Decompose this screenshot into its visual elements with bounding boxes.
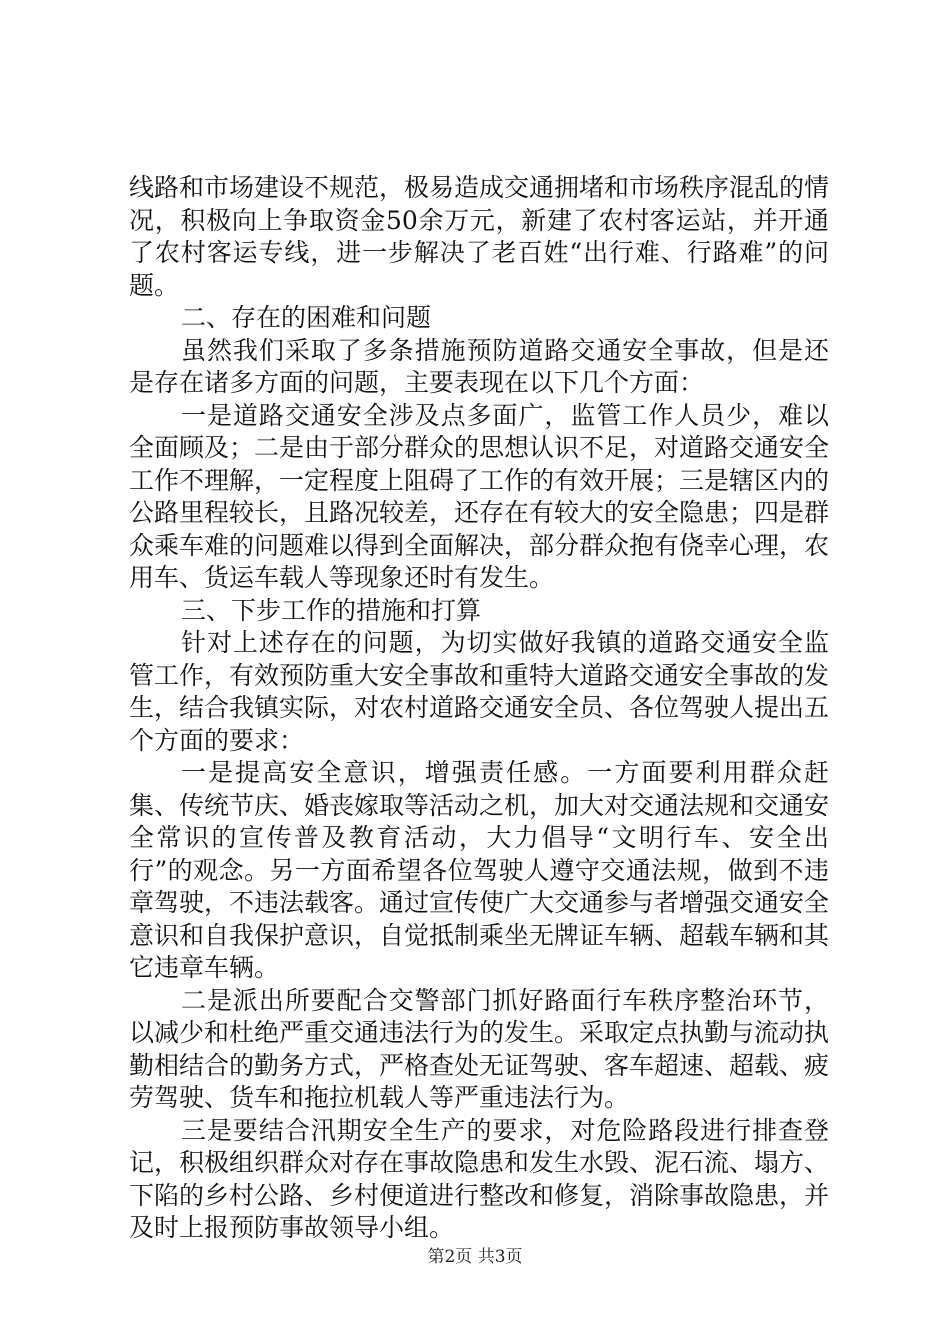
paragraph: 一是提高安全意识，增强责任感。一方面要利用群众赶集、传统节庆、婚丧嫁取等活动之机，加大对交通法规和交通安全常识的宣传普及教育活动，大力倡导“文明行车、安全出行”的观念。另一方面希望各位驾驶人遵守交通法规，做到不违章驾驶，不违法载客。通过宣传使广大交通参与者增强交通安全意识和自我保护意识，自觉抵制乘坐无牌证车辆、超载车辆和其它违章车辆。 [129, 758, 830, 982]
paragraph: 二是派出所要配合交警部门抓好路面行车秩序整治环节，以减少和杜绝严重交通违法行为的发生。采取定点执勤与流动执勤相结合的勤务方式，严格查处无证驾驶、客车超速、超载、疲劳驾驶、货车和拖拉机载人等严重违法行为。 [129, 985, 830, 1112]
paragraph: 三是要结合汛期安全生产的要求，对危险路段进行排查登记，积极组织群众对存在事故隐患和发生水毁、泥石流、塌方、下陷的乡村公路、乡村便道进行整改和修复，消除事故隐患，并及时上报预防事故领导小组。 [129, 1115, 830, 1242]
section-heading-3: 三、下步工作的措施和打算 [181, 595, 482, 625]
page-footer: 第2页 共3页 [427, 1247, 523, 1267]
paragraph: 一是道路交通安全涉及点多面广，监管工作人员少，难以全面顾及；二是由于部分群众的思想认识不足，对道路交通安全工作不理解，一定程度上阻碍了工作的有效开展；三是辖区内的公路里程较长，且路况较差，还存在有较大的安全隐患；四是群众乘车难的问题难以得到全面解决，部分群众抱有侥幸心理，农用车、货运车载人等现象还时有发生。 [129, 400, 830, 592]
paragraph: 针对上述存在的问题，为切实做好我镇的道路交通安全监管工作，有效预防重大安全事故和重特大道路交通安全事故的发生，结合我镇实际，对农村道路交通安全员、各位驾驶人提出五个方面的要求： [129, 628, 830, 755]
document-body [129, 172, 829, 1245]
paragraph: 线路和市场建设不规范，极易造成交通拥堵和市场秩序混乱的情况，积极向上争取资金50余万元，新建了农村客运站，并开通了农村客运专线，进一步解决了老百姓“出行难、行路难”的问题。 [129, 173, 830, 300]
paragraph: 虽然我们采取了多条措施预防道路交通安全事故，但是还是存在诸多方面的问题，主要表现在以下几个方面： [129, 335, 829, 397]
section-heading-2: 二、存在的困难和问题 [181, 303, 432, 332]
